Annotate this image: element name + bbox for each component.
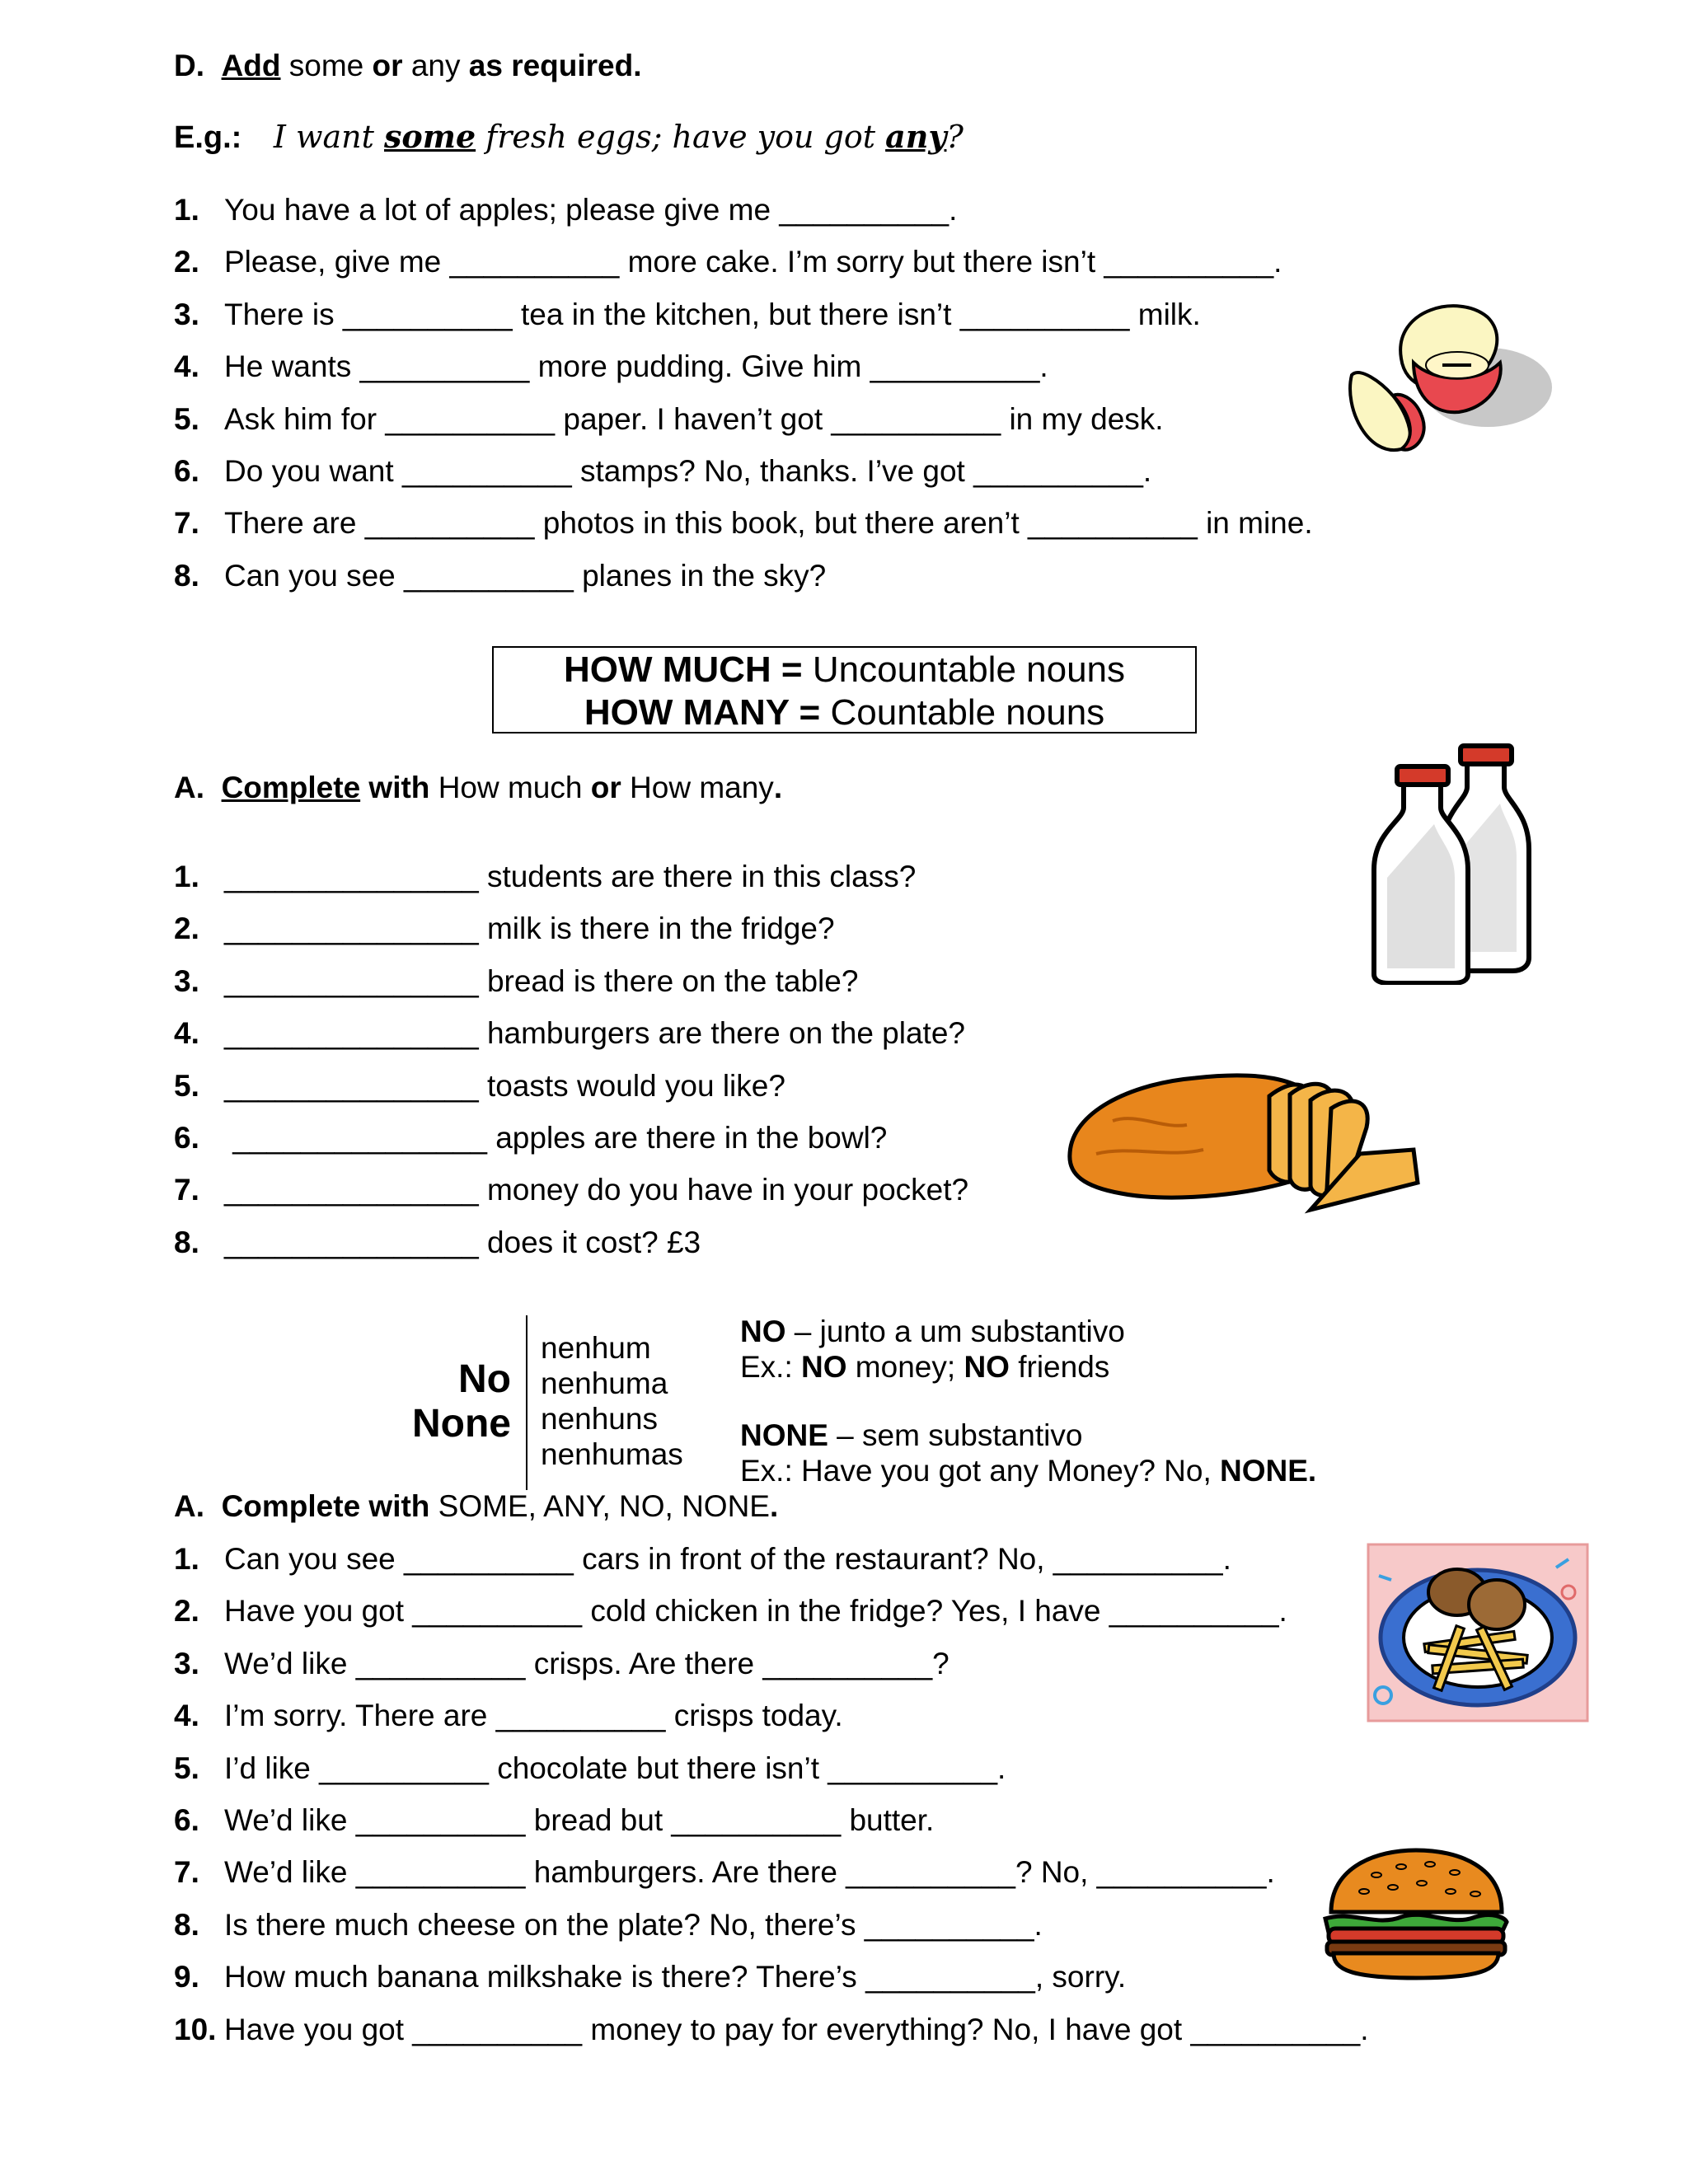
rule-keyword: HOW MANY =	[584, 692, 821, 733]
rule-text: Countable nouns	[820, 692, 1105, 733]
item-sentence: _______________ students are there in this class?	[224, 860, 917, 893]
none-example	[740, 1453, 1316, 1488]
instruction-word: as required.	[468, 49, 642, 82]
example-part: any	[885, 118, 947, 155]
rule-text: – sem substantivo	[828, 1418, 1083, 1452]
rule-text: Uncountable nouns	[802, 649, 1126, 690]
item-number: 4.	[174, 1016, 199, 1051]
item-number: 6.	[174, 1803, 199, 1837]
item-sentence: There are __________ photos in this book, but there aren’t __________ in mine.	[224, 506, 1313, 541]
no-none-rules	[740, 1314, 1316, 1488]
item-number: 5.	[174, 1750, 199, 1785]
instruction-word: How many	[621, 771, 774, 804]
item-sentence: _______________ apples are there in the bowl?	[224, 1121, 888, 1155]
rule-line-2	[494, 691, 1195, 734]
instruction-word: .	[770, 1489, 779, 1523]
example-sentence	[274, 119, 964, 155]
instruction-word: SOME, ANY, NO, NONE	[429, 1489, 770, 1523]
item-number: 2.	[174, 245, 199, 279]
item-sentence: Can you see __________ planes in the sky?	[224, 558, 827, 593]
item-sentence: I’d like __________ chocolate but there isn’t __________.	[224, 1750, 1006, 1785]
instruction-verb: Add	[221, 49, 281, 82]
apple-illustration	[1335, 293, 1558, 470]
spacer	[740, 1385, 1316, 1418]
item-sentence: _______________ toasts would you like?	[224, 1068, 785, 1103]
instruction-word: any	[402, 49, 469, 82]
instruction-word: or	[590, 771, 621, 804]
translation-list	[541, 1330, 683, 1472]
item-sentence: He wants __________ more pudding. Give him __________.	[224, 349, 1048, 384]
item-sentence: Can you see __________ cars in front of the restaurant? No, __________.	[224, 1542, 1231, 1576]
item-number: 1.	[174, 193, 199, 227]
section-a1-heading	[174, 770, 782, 806]
item-number: 1.	[174, 860, 199, 893]
example-line	[174, 117, 964, 157]
example-part: some	[384, 118, 476, 155]
translation-item: nenhumas	[541, 1437, 683, 1471]
no-rule	[740, 1314, 1316, 1349]
item-sentence: Is there much cheese on the plate? No, there’s __________.	[224, 1907, 1043, 1942]
item-number: 8.	[174, 1907, 199, 1942]
instruction-word: or	[372, 49, 403, 82]
rule-keyword: HOW MUCH =	[563, 649, 803, 690]
example-part: ?	[946, 119, 964, 155]
bread-illustration	[1063, 1063, 1426, 1216]
example-part: I want	[273, 119, 384, 155]
example-label: E.g.:	[174, 120, 242, 155]
item-sentence: _______________ money do you have in your pocket?	[224, 1173, 969, 1207]
item-number: 8.	[174, 1225, 199, 1259]
item-number: 6.	[174, 454, 199, 488]
table-divider	[526, 1315, 528, 1490]
item-sentence: We’d like __________ crisps. Are there __________?	[224, 1646, 950, 1680]
item-sentence: _______________ bread is there on the table?	[224, 963, 859, 998]
instruction-word: with	[360, 771, 438, 804]
item-sentence: Have you got __________ cold chicken in the fridge? Yes, I have __________.	[224, 1594, 1287, 1629]
item-number: 3.	[174, 1646, 199, 1680]
item-sentence: Please, give me __________ more cake. I’m sorry but there isn’t __________.	[224, 245, 1282, 279]
item-sentence: I’m sorry. There are __________ crisps today.	[224, 1699, 843, 1733]
section-letter: A.	[174, 1489, 204, 1523]
translation-item: nenhuma	[541, 1366, 668, 1400]
item-number: 7.	[174, 506, 199, 541]
item-number: 5.	[174, 1068, 199, 1103]
item-number: 4.	[174, 349, 199, 384]
item-sentence: Ask him for __________ paper. I haven’t got __________ in my desk.	[224, 401, 1164, 436]
item-number: 4.	[174, 1699, 199, 1733]
item-number: 6.	[174, 1121, 199, 1155]
how-much-many-rule-box	[492, 646, 1197, 733]
hamburger-illustration	[1319, 1846, 1512, 1982]
item-sentence: Do you want __________ stamps? No, thanks. I’ve got __________.	[224, 454, 1152, 488]
item-number: 2.	[174, 1594, 199, 1629]
item-number: 5.	[174, 401, 199, 436]
instruction-word: .	[773, 771, 783, 804]
rule-keyword: NO	[964, 1350, 1010, 1384]
rule-line-1	[494, 649, 1195, 691]
item-sentence: You have a lot of apples; please give me __________.	[224, 193, 958, 227]
translation-item: nenhum	[541, 1331, 651, 1365]
item-number: 7.	[174, 1173, 199, 1207]
item-number: 8.	[174, 558, 199, 593]
no-example	[740, 1349, 1316, 1385]
item-sentence: _______________ milk is there in the fridge?	[224, 912, 835, 946]
item-sentence: _______________ does it cost? £3	[224, 1225, 701, 1259]
item-number: 3.	[174, 963, 199, 998]
rule-keyword: NONE.	[1220, 1454, 1317, 1488]
item-number: 10.	[174, 2012, 217, 2046]
rule-keyword: NONE	[740, 1418, 828, 1452]
item-number: 1.	[174, 1542, 199, 1576]
example-part: fresh eggs; have you got	[476, 119, 886, 155]
item-sentence: We’d like __________ hamburgers. Are there __________? No, __________.	[224, 1855, 1275, 1890]
item-sentence: Have you got __________ money to pay for everything? No, I have got __________.	[224, 2012, 1369, 2046]
rule-text: Ex.:	[740, 1350, 802, 1384]
item-number: 7.	[174, 1855, 199, 1890]
section-a2-heading	[174, 1488, 778, 1525]
instruction-word: some	[280, 49, 373, 82]
item-sentence: How much banana milkshake is there? There’s __________, sorry.	[224, 1960, 1127, 1994]
item-number: 9.	[174, 1960, 199, 1994]
rule-text: money;	[846, 1350, 964, 1384]
rule-text: – junto a um substantivo	[785, 1315, 1125, 1348]
translation-item: nenhuns	[541, 1402, 658, 1436]
item-sentence: _______________ hamburgers are there on the plate?	[224, 1016, 965, 1051]
rule-keyword: NO	[801, 1350, 847, 1384]
potatoes-fries-illustration	[1367, 1543, 1589, 1722]
instruction-verb: Complete	[221, 771, 361, 804]
rule-text: friends	[1009, 1350, 1110, 1384]
none-label: None	[412, 1402, 511, 1446]
item-sentence: We’d like __________ bread but __________ butter.	[224, 1803, 935, 1837]
item-number: 2.	[174, 912, 199, 946]
item-sentence: There is __________ tea in the kitchen, but there isn’t __________ milk.	[224, 297, 1201, 331]
none-rule	[740, 1418, 1316, 1453]
rule-text: Ex.: Have you got any Money? No,	[740, 1454, 1221, 1488]
section-d-heading	[174, 48, 642, 84]
instruction-verb: Complete with	[221, 1489, 430, 1523]
milk-bottles-illustration	[1364, 742, 1545, 985]
rule-keyword: NO	[740, 1315, 786, 1348]
item-number: 3.	[174, 297, 199, 331]
no-label: No	[458, 1357, 511, 1401]
section-letter: A.	[174, 771, 204, 804]
section-letter: D.	[174, 49, 204, 82]
instruction-word: How much	[438, 771, 591, 804]
